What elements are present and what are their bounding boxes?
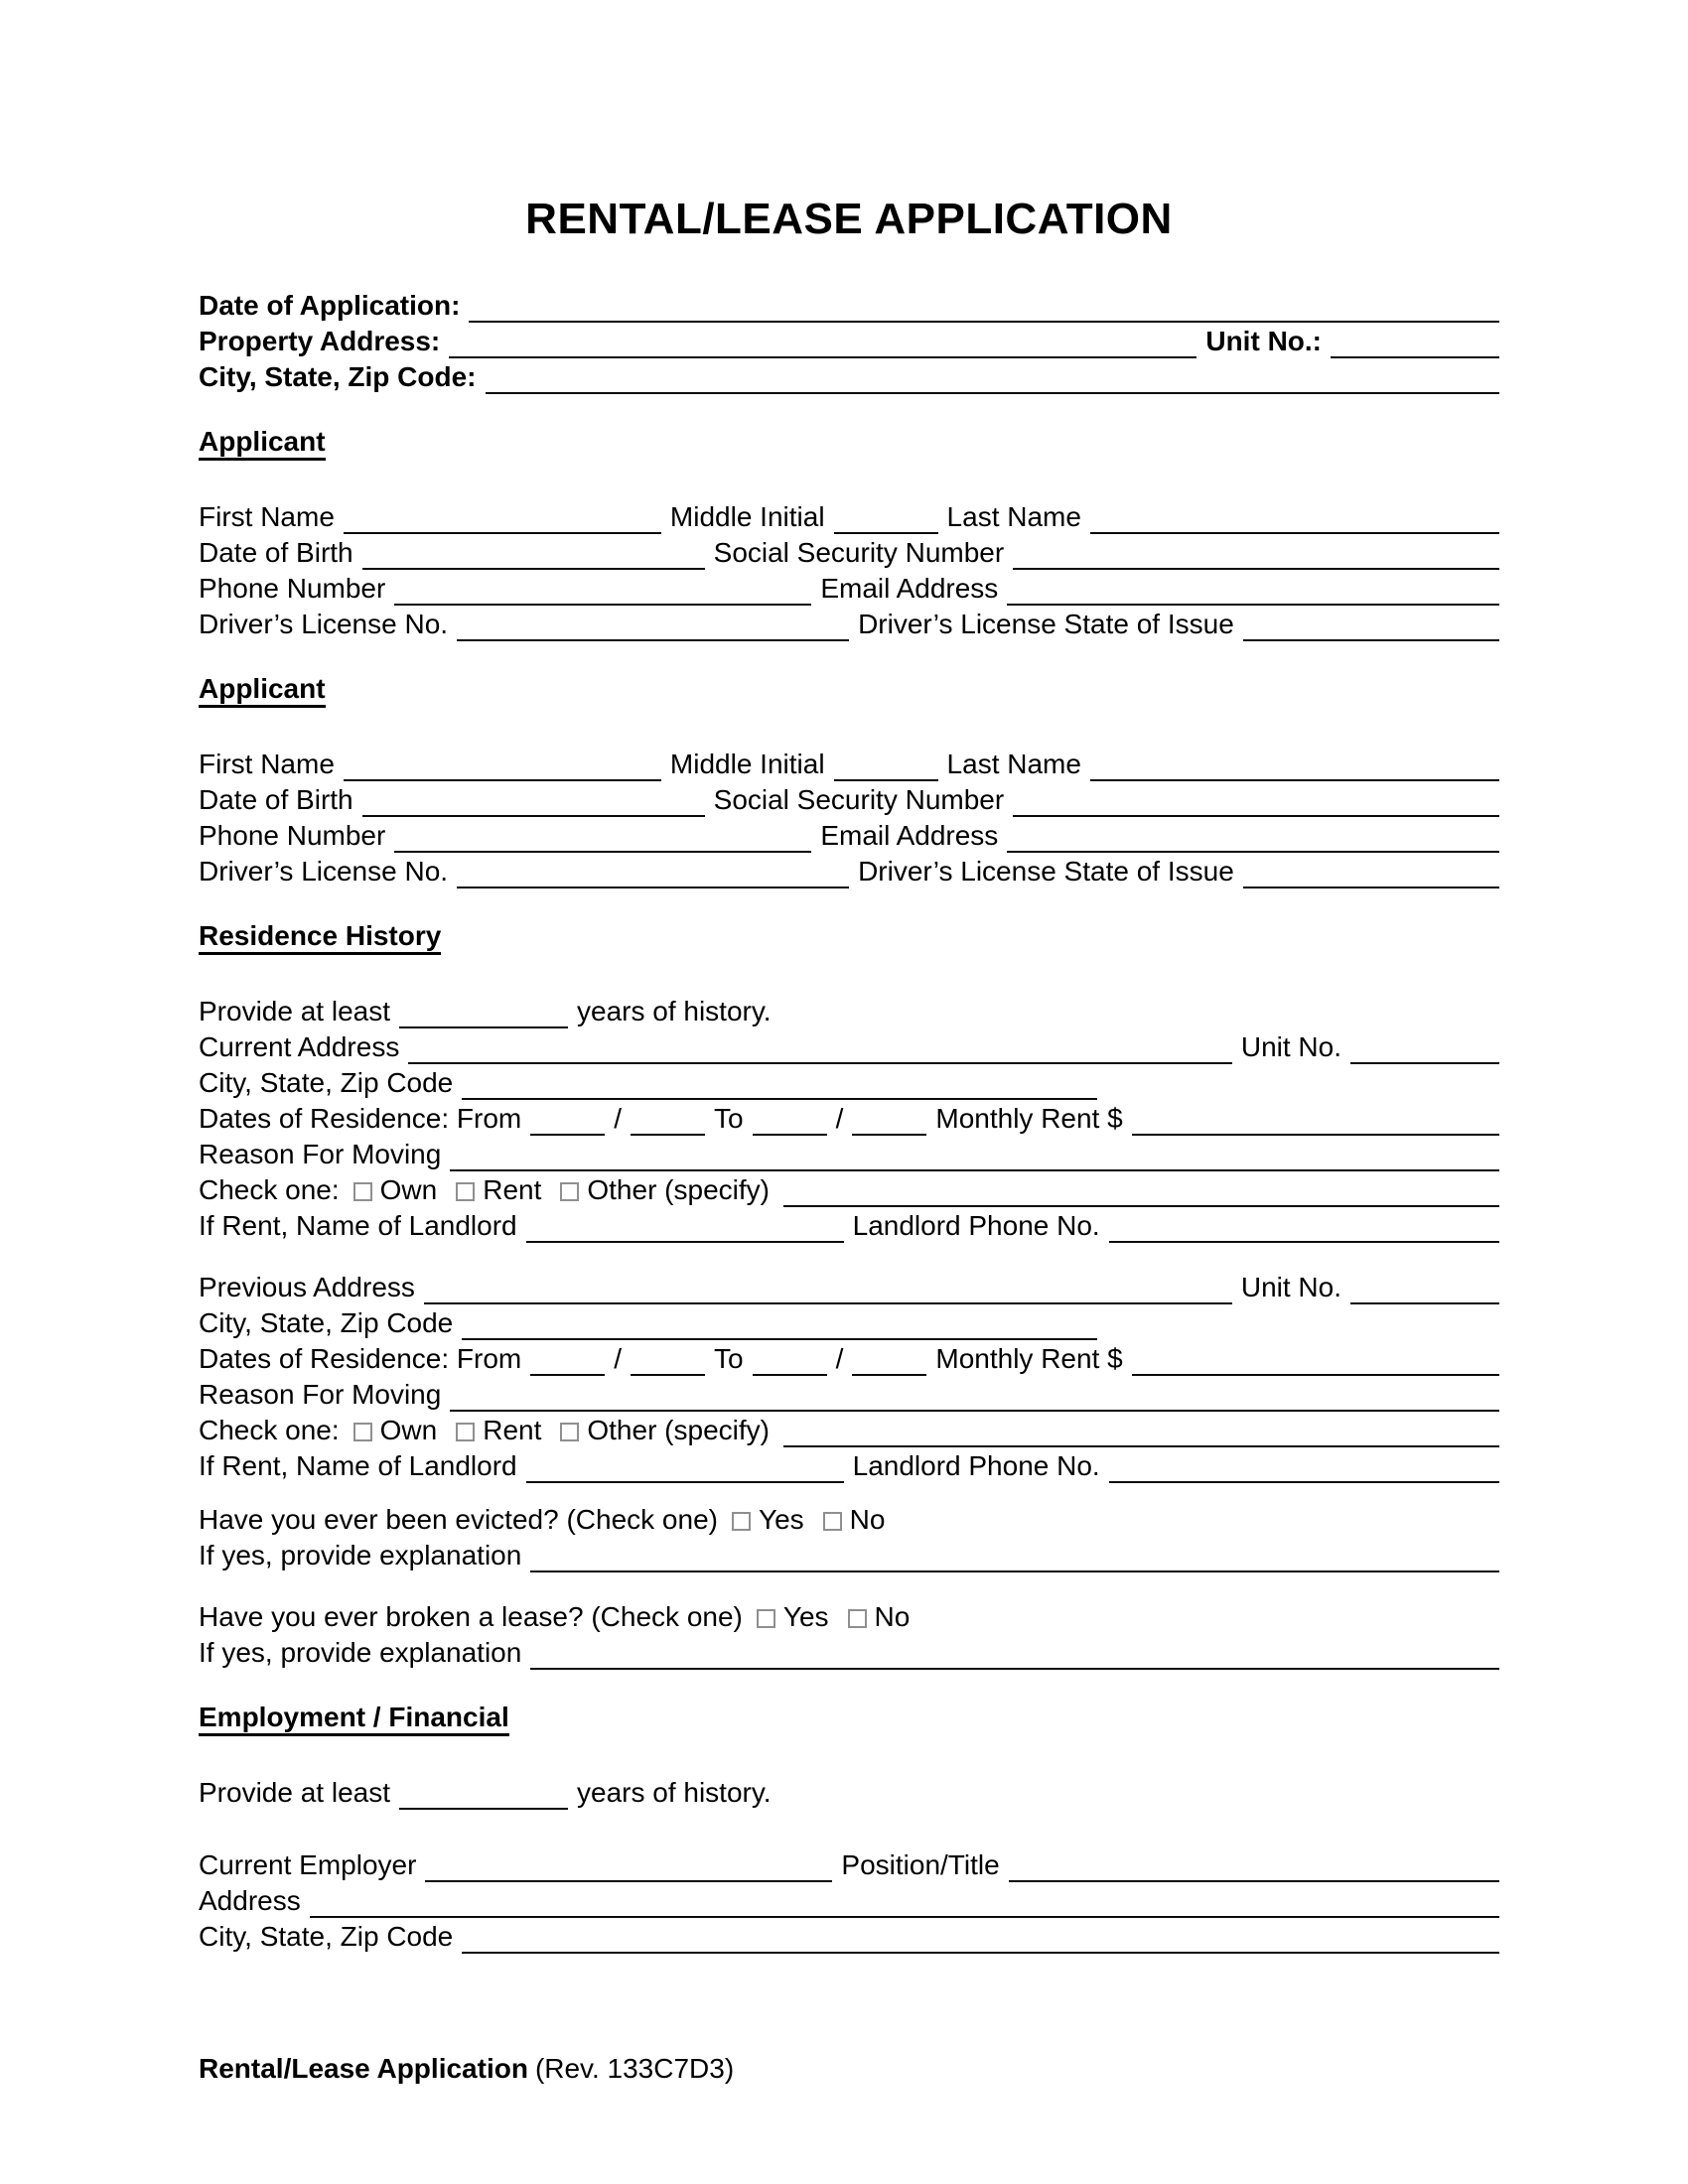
dates-of-residence-from-label: Dates of Residence: From xyxy=(199,1343,522,1374)
applicant-2-heading xyxy=(199,671,1499,707)
checkbox-icon[interactable] xyxy=(560,1423,579,1441)
landlord-phone-no-label: Landlord Phone No. xyxy=(852,1450,1100,1481)
to-label: To xyxy=(714,1343,744,1374)
broken-lease-question-row xyxy=(199,1598,1499,1634)
current-employer-label: Current Employer xyxy=(199,1849,417,1880)
phone-number-label: Phone Number xyxy=(199,573,386,604)
applicant1-email-address-blank[interactable] xyxy=(1007,574,1499,606)
previous-city-state-zip-blank[interactable] xyxy=(462,1308,1097,1340)
employer-address-row xyxy=(199,1882,1499,1918)
applicant2-license-row xyxy=(199,853,1499,888)
broken-lease-yes-checkbox[interactable] xyxy=(757,1599,829,1634)
provide-at-least-label: Provide at least xyxy=(199,1777,390,1808)
have-you-ever-broken-a-lease-check-one-label: Have you ever broken a lease? (Check one) xyxy=(199,1601,743,1632)
check-one-label: Check one: xyxy=(199,1174,340,1205)
driver-s-license-state-of-issue-label: Driver’s License State of Issue xyxy=(858,856,1234,887)
current-to-month-blank[interactable] xyxy=(753,1104,827,1136)
residence-history-heading xyxy=(199,918,1499,954)
evicted-explanation-blank[interactable] xyxy=(530,1541,1499,1572)
city-state-zip-code-label: City, State, Zip Code xyxy=(199,1921,454,1952)
page-title: RENTAL/LEASE APPLICATION xyxy=(525,195,1173,243)
applicant2-phone-number-blank[interactable] xyxy=(394,821,811,853)
previous-rent-checkbox[interactable] xyxy=(456,1413,541,1447)
email-address-label: Email Address xyxy=(820,820,999,851)
current-other-checkbox[interactable] xyxy=(560,1172,770,1207)
residence-history-section xyxy=(199,918,1499,1670)
footer-title: Rental/Lease Application xyxy=(199,2053,528,2084)
property-info-section xyxy=(199,287,1499,394)
monthly-rent-label: Monthly Rent $ xyxy=(935,1343,1123,1374)
unit-no-label: Unit No.: xyxy=(1205,326,1322,356)
previous-check-row xyxy=(199,1412,1499,1447)
applicant1-middle-initial-blank[interactable] xyxy=(834,502,938,534)
city-state-zip-code-label: City, State, Zip Code xyxy=(199,1067,454,1098)
previous-from-month-blank[interactable] xyxy=(530,1344,605,1376)
city-state-zip-code-label: City, State, Zip Code: xyxy=(199,361,477,392)
current-check-row xyxy=(199,1171,1499,1207)
previous-landlord-row xyxy=(199,1447,1499,1483)
current-monthly-rent-blank[interactable] xyxy=(1132,1104,1499,1136)
checkbox-icon[interactable] xyxy=(732,1512,751,1531)
social-security-number-label: Social Security Number xyxy=(713,784,1005,815)
text-label: / xyxy=(614,1103,623,1134)
applicant-2-rows xyxy=(199,746,1499,888)
broken-lease-explanation-blank[interactable] xyxy=(530,1638,1499,1670)
landlord-phone-no-label: Landlord Phone No. xyxy=(852,1210,1100,1241)
city-state-zip-blank[interactable] xyxy=(486,362,1500,394)
previous-from-year-blank[interactable] xyxy=(631,1344,705,1376)
applicant1-dob-ssn-row xyxy=(199,534,1499,570)
current-reason-for-moving-blank[interactable] xyxy=(450,1140,1499,1171)
driver-s-license-no-label: Driver’s License No. xyxy=(199,609,449,639)
residence-history-heading-label: Residence History xyxy=(199,920,441,955)
years-of-history-label: years of history. xyxy=(577,1777,772,1808)
email-address-label: Email Address xyxy=(820,573,999,604)
applicant2-social-security-number-blank[interactable] xyxy=(1013,785,1499,817)
applicant2-drivers-license-no-blank[interactable] xyxy=(457,857,849,888)
applicant1-phone-number-blank[interactable] xyxy=(394,574,811,606)
previous-other-specify-blank[interactable] xyxy=(783,1416,1499,1447)
unit-no-label: Unit No. xyxy=(1240,1272,1341,1302)
check-one-label: Check one: xyxy=(199,1415,340,1445)
employer-row xyxy=(199,1846,1499,1882)
have-you-ever-been-evicted-check-one-label: Have you ever been evicted? (Check one) xyxy=(199,1504,718,1535)
evicted-yes-checkbox[interactable] xyxy=(732,1502,804,1537)
previous-rent-checkbox-label: Rent xyxy=(483,1415,542,1445)
date-of-application-row xyxy=(199,287,1499,323)
employer-city-row xyxy=(199,1918,1499,1954)
applicant2-last-name-blank[interactable] xyxy=(1090,750,1499,781)
employment-years-blank[interactable] xyxy=(399,1778,568,1810)
applicant1-name-row xyxy=(199,498,1499,534)
previous-own-checkbox[interactable] xyxy=(353,1413,438,1447)
current-rent-checkbox[interactable] xyxy=(456,1172,541,1207)
current-dates-row xyxy=(199,1100,1499,1136)
current-employer-blank[interactable] xyxy=(425,1850,832,1882)
broken-lease-no-checkbox[interactable] xyxy=(848,1599,911,1634)
property-address-row xyxy=(199,323,1499,358)
applicant1-drivers-license-no-blank[interactable] xyxy=(457,610,849,641)
employer-address-blank[interactable] xyxy=(310,1886,1499,1918)
evicted-question-row xyxy=(199,1501,1499,1537)
residence-years-row xyxy=(199,993,1499,1028)
applicant2-email-address-blank[interactable] xyxy=(1007,821,1499,853)
broken-lease-yes-checkbox-label: Yes xyxy=(782,1601,829,1632)
evicted-no-checkbox-label: No xyxy=(849,1504,886,1535)
monthly-rent-label: Monthly Rent $ xyxy=(935,1103,1123,1134)
property-info-rows xyxy=(199,287,1499,394)
previous-landlord-name-blank[interactable] xyxy=(526,1451,844,1483)
employment-financial-rows xyxy=(199,1774,1499,1954)
current-reason-row xyxy=(199,1136,1499,1171)
city-state-zip-code-label: City, State, Zip Code xyxy=(199,1307,454,1338)
driver-s-license-no-label: Driver’s License No. xyxy=(199,856,449,887)
evicted-yes-checkbox-label: Yes xyxy=(758,1504,804,1535)
previous-monthly-rent-blank[interactable] xyxy=(1132,1344,1499,1376)
residence-history-rows xyxy=(199,993,1499,1670)
current-own-checkbox-label: Own xyxy=(379,1174,438,1205)
current-landlord-name-blank[interactable] xyxy=(526,1211,844,1243)
position-title-blank[interactable] xyxy=(1009,1850,1499,1882)
dates-of-residence-from-label: Dates of Residence: From xyxy=(199,1103,522,1134)
previous-reason-row xyxy=(199,1376,1499,1412)
current-address-label: Current Address xyxy=(199,1031,400,1062)
applicant1-date-of-birth-blank[interactable] xyxy=(362,538,705,570)
applicant1-social-security-number-blank[interactable] xyxy=(1013,538,1499,570)
current-own-checkbox[interactable] xyxy=(353,1172,438,1207)
previous-address-blank[interactable] xyxy=(424,1273,1232,1304)
applicant2-phone-email-row xyxy=(199,817,1499,853)
address-label: Address xyxy=(199,1885,301,1916)
current-landlord-phone-blank[interactable] xyxy=(1109,1211,1499,1243)
text-label: / xyxy=(835,1103,844,1134)
text-label: / xyxy=(614,1343,623,1374)
broken-lease-no-checkbox-label: No xyxy=(874,1601,911,1632)
current-from-year-blank[interactable] xyxy=(631,1104,705,1136)
provide-at-least-label: Provide at least xyxy=(199,996,390,1026)
reason-for-moving-label: Reason For Moving xyxy=(199,1379,442,1410)
property-address-label: Property Address: xyxy=(199,326,441,356)
evicted-no-checkbox[interactable] xyxy=(823,1502,886,1537)
applicant2-first-name-blank[interactable] xyxy=(344,750,661,781)
applicant1-first-name-blank[interactable] xyxy=(344,502,661,534)
text-label: / xyxy=(835,1343,844,1374)
employment-financial-section xyxy=(199,1700,1499,1954)
checkbox-icon[interactable] xyxy=(560,1182,579,1201)
employer-city-state-zip-blank[interactable] xyxy=(462,1922,1499,1954)
to-label: To xyxy=(714,1103,744,1134)
years-of-history-label: years of history. xyxy=(577,996,772,1026)
form-body xyxy=(199,287,1499,1954)
applicant-2-heading-label: Applicant xyxy=(199,673,326,708)
previous-to-month-blank[interactable] xyxy=(753,1344,827,1376)
applicant-1-section xyxy=(199,424,1499,641)
employment-years-row xyxy=(199,1774,1499,1810)
property-address-blank[interactable] xyxy=(449,327,1196,358)
applicant1-last-name-blank[interactable] xyxy=(1090,502,1499,534)
first-name-label: First Name xyxy=(199,749,335,779)
applicant2-date-of-birth-blank[interactable] xyxy=(362,785,705,817)
previous-city-row xyxy=(199,1304,1499,1340)
previous-address-label: Previous Address xyxy=(199,1272,415,1302)
previous-landlord-phone-blank[interactable] xyxy=(1109,1451,1499,1483)
footer-revision: (Rev. 133C7D3) xyxy=(534,2053,735,2084)
reason-for-moving-label: Reason For Moving xyxy=(199,1139,442,1169)
first-name-label: First Name xyxy=(199,501,335,532)
current-rent-checkbox-label: Rent xyxy=(483,1174,542,1205)
current-other-checkbox-label: Other (specify) xyxy=(587,1174,770,1205)
applicant-1-rows xyxy=(199,498,1499,641)
previous-address-row xyxy=(199,1269,1499,1304)
current-landlord-row xyxy=(199,1207,1499,1243)
applicant2-drivers-license-state-blank[interactable] xyxy=(1243,857,1499,888)
phone-number-label: Phone Number xyxy=(199,820,386,851)
employment-financial-heading xyxy=(199,1700,1499,1735)
applicant1-phone-email-row xyxy=(199,570,1499,606)
current-to-year-blank[interactable] xyxy=(852,1104,926,1136)
if-yes-provide-explanation-label: If yes, provide explanation xyxy=(199,1540,522,1570)
previous-unit-no-blank[interactable] xyxy=(1350,1273,1499,1304)
checkbox-icon[interactable] xyxy=(456,1423,475,1441)
previous-to-year-blank[interactable] xyxy=(852,1344,926,1376)
if-yes-provide-explanation-label: If yes, provide explanation xyxy=(199,1637,522,1668)
checkbox-icon[interactable] xyxy=(848,1609,867,1628)
current-city-state-zip-blank[interactable] xyxy=(462,1068,1097,1100)
checkbox-icon[interactable] xyxy=(823,1512,842,1531)
checkbox-icon[interactable] xyxy=(456,1182,475,1201)
if-rent-name-of-landlord-label: If Rent, Name of Landlord xyxy=(199,1210,517,1241)
current-address-row xyxy=(199,1028,1499,1064)
checkbox-icon[interactable] xyxy=(353,1182,372,1201)
if-rent-name-of-landlord-label: If Rent, Name of Landlord xyxy=(199,1450,517,1481)
applicant1-drivers-license-state-blank[interactable] xyxy=(1243,610,1499,641)
city-state-zip-row xyxy=(199,358,1499,394)
current-other-specify-blank[interactable] xyxy=(783,1175,1499,1207)
current-address-blank[interactable] xyxy=(408,1032,1232,1064)
current-from-month-blank[interactable] xyxy=(530,1104,605,1136)
applicant2-name-row xyxy=(199,746,1499,781)
checkbox-icon[interactable] xyxy=(353,1423,372,1441)
date-of-application-label: Date of Application: xyxy=(199,290,461,321)
position-title-label: Position/Title xyxy=(841,1849,1000,1880)
last-name-label: Last Name xyxy=(946,749,1081,779)
date-of-birth-label: Date of Birth xyxy=(199,784,353,815)
applicant2-middle-initial-blank[interactable] xyxy=(834,750,938,781)
applicant-1-heading-label: Applicant xyxy=(199,426,326,461)
evicted-explanation-row xyxy=(199,1537,1499,1572)
applicant1-license-row xyxy=(199,606,1499,641)
unit-no-blank[interactable] xyxy=(1331,327,1499,358)
applicant2-dob-ssn-row xyxy=(199,781,1499,817)
current-city-row xyxy=(199,1064,1499,1100)
current-unit-no-blank[interactable] xyxy=(1350,1032,1499,1064)
social-security-number-label: Social Security Number xyxy=(713,537,1005,568)
applicant-2-section xyxy=(199,671,1499,888)
checkbox-icon[interactable] xyxy=(757,1609,775,1628)
residence-years-blank[interactable] xyxy=(399,997,568,1028)
employment-financial-heading-label: Employment / Financial xyxy=(199,1702,509,1736)
previous-dates-row xyxy=(199,1340,1499,1376)
driver-s-license-state-of-issue-label: Driver’s License State of Issue xyxy=(858,609,1234,639)
applicant-1-heading xyxy=(199,424,1499,460)
middle-initial-label: Middle Initial xyxy=(669,749,825,779)
page-footer xyxy=(199,2051,734,2087)
last-name-label: Last Name xyxy=(946,501,1081,532)
middle-initial-label: Middle Initial xyxy=(669,501,825,532)
previous-own-checkbox-label: Own xyxy=(379,1415,438,1445)
previous-reason-for-moving-blank[interactable] xyxy=(450,1380,1499,1412)
broken-lease-explanation-row xyxy=(199,1634,1499,1670)
unit-no-label: Unit No. xyxy=(1240,1031,1341,1062)
previous-other-checkbox-label: Other (specify) xyxy=(587,1415,770,1445)
date-of-application-blank[interactable] xyxy=(469,291,1499,323)
previous-other-checkbox[interactable] xyxy=(560,1413,770,1447)
date-of-birth-label: Date of Birth xyxy=(199,537,353,568)
